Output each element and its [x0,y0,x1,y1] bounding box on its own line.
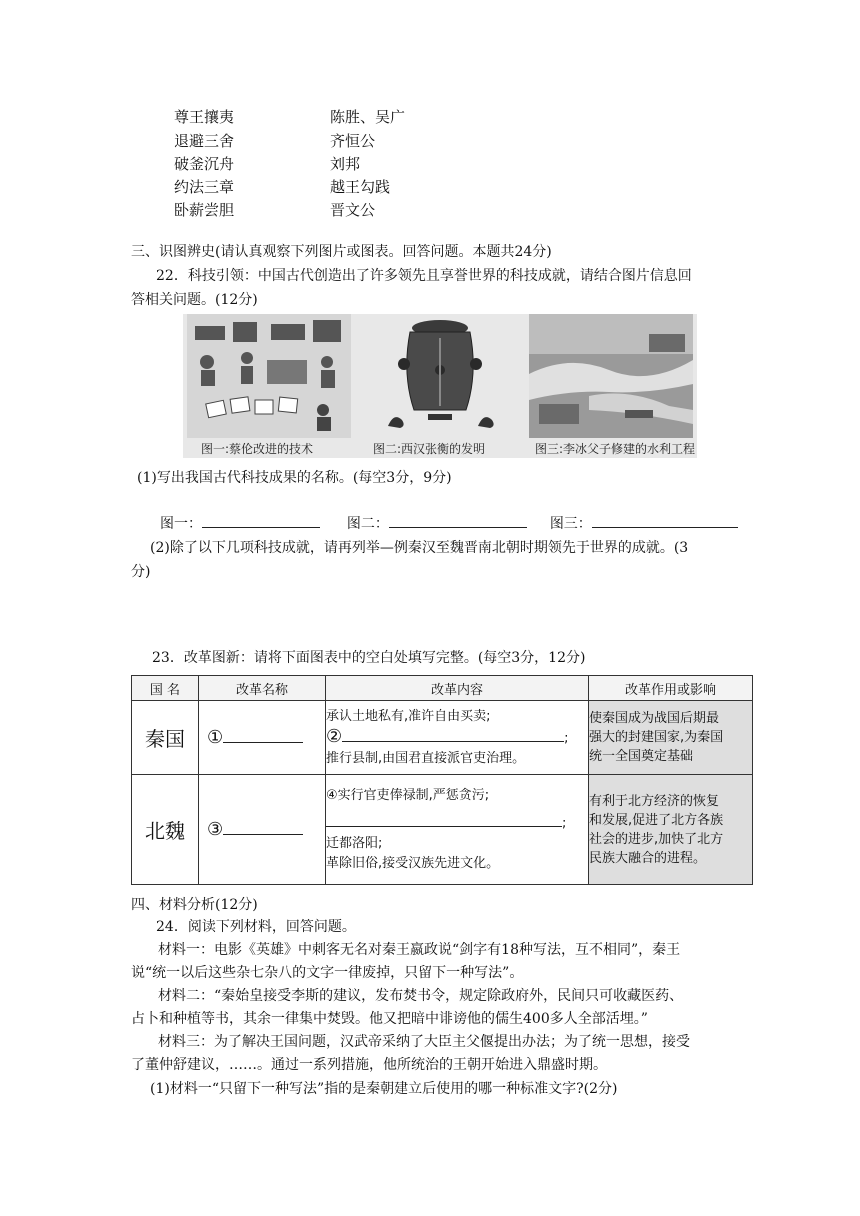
beiwei-effect-line-1: 有利于北方经济的恢复 [589,793,720,809]
match-right-3: 刘邦 [330,155,361,173]
state-qin: 秦国 [132,701,199,775]
beiwei-effect-line-4: 民族大融合的进程。 [589,850,707,866]
answer-blank-3[interactable] [592,513,738,528]
reform-content-qin: 承认土地私有,准许自由买卖; ② ; 推行县制,由国君直接派官吏治理。 [326,701,589,775]
reform-table [131,675,753,885]
reform-content-blank-4[interactable] [326,812,562,827]
reform-name-blank-3[interactable] [223,820,303,835]
reform-content-blank-2[interactable] [342,727,564,742]
blank-mark-3: ③ [207,819,224,840]
header-reform-name: 改革名称 [199,676,326,701]
match-left-1: 尊王攘夷 [174,108,235,126]
material2-line2: 占卜和种植等书，其余一律集中焚毁。他又把暗中诽谤他的儒生400多人全部活埋。” [131,1011,648,1027]
section3-title: 三、识图辨史(请认真观察下列图片或图表。回答问题。本题共24分) [131,244,552,260]
material1-line1: 材料一：电影《英雄》中刺客无名对秦王嬴政说“剑字有18种写法，互不相同”，秦王 [158,942,681,958]
blank-label-1: 图一： [160,516,202,532]
match-left-5: 卧薪尝胆 [174,201,235,219]
reform-content-beiwei [326,775,589,885]
material2-line1: 材料二：“秦始皇接受李斯的建议，发布焚书令，规定除政府外，民间只可收藏医药、 [158,988,684,1004]
beiwei-content-semicolon: ; [562,815,567,831]
answer-blank-1[interactable] [202,513,320,528]
header-reform-effect: 改革作用或影响 [589,676,753,701]
qin-effect-line-2: 强大的封建国家,为秦国 [589,730,724,745]
blank-label-3: 图三： [549,516,592,532]
qin-content-line-1: 承认土地私有,准许自由买卖; [326,708,491,724]
qin-effect-line-3: 统一全国奠定基础 [589,749,694,764]
match-left-3: 破釜沉舟 [174,155,235,173]
match-right-4: 越王勾践 [330,178,391,196]
blank-mark-2: ② [326,725,343,747]
q22-part1: (1)写出我国古代科技成果的名称。(每空3分，9分) [137,470,452,486]
material1-line2: 说“统一以后这些杂七杂八的文字一律废掉，只留下一种写法”。 [131,965,524,981]
q24-part1: (1)材料一“只留下一种写法”指的是秦朝建立后使用的哪一种标准文字?(2分) [150,1081,618,1097]
table-row-qin [132,701,753,775]
figure-3-dujiangyan [529,314,693,438]
q22-part2-line2: 分) [131,564,151,580]
answer-blank-2[interactable] [389,513,527,528]
reform-name-blank-1[interactable] [223,728,303,743]
reform-name-cell-3 [199,775,326,885]
section4-title: 四、材料分析(12分) [131,897,258,913]
match-right-5: 晋文公 [330,201,376,219]
q24-text: 24．阅读下列材料，回答问题。 [156,919,356,935]
qin-content-line-3: 推行县制,由国君直接派官吏治理。 [326,750,526,766]
beiwei-effect-line-3: 社会的进步,加快了北方 [589,831,724,847]
q22-text-line1: 22．科技引领：中国古代创造出了许多领先且享誉世界的科技成就，请结合图片信息回 [156,268,692,284]
reform-name-cell-1 [199,701,326,775]
beiwei-content-line-1: ④实行官吏俸禄制,严惩贪污; [326,787,490,803]
figure-3-caption: 图三:李冰父子修建的水利工程 [535,442,696,456]
figure-2-caption: 图二:西汉张衡的发明 [373,442,486,456]
match-right-2: 齐恒公 [330,132,376,150]
match-left-4: 约法三章 [174,178,235,196]
header-state: 国 名 [132,676,199,701]
beiwei-content-line-3: 迁都洛阳; [326,835,383,851]
qin-effect-line-1: 使秦国成为战国后期最 [589,711,720,726]
beiwei-effect-line-2: 和发展,促进了北方各族 [589,812,724,828]
header-reform-content: 改革内容 [326,676,589,701]
material3-line2: 了董仲舒建议，……。通过一系列措施，他所统治的王朝开始进入鼎盛时期。 [131,1057,607,1073]
q22-text-line2: 答相关问题。(12分) [131,292,258,308]
blank-label-2: 图二： [346,516,389,532]
reform-effect-qin [589,701,753,775]
reform-effect-beiwei [589,775,753,885]
figure-1-caption: 图一:蔡伦改进的技术 [201,442,314,456]
figure-1-papermaking [187,314,351,438]
beiwei-content-line-4: 革除旧俗,接受汉族先进文化。 [326,855,500,871]
blank-row [160,513,738,535]
q22-part2-line1: (2)除了以下几项科技成就，请再列举—例秦汉至魏晋南北朝时期领先于世界的成就。(3 [150,540,689,556]
table-row-beiwei [132,775,753,885]
figure-2-seismograph [358,314,522,438]
material3-line1: 材料三：为了解决王国问题，汉武帝采纳了大臣主父偃提出办法；为了统一思想，接受 [158,1034,690,1050]
figure-strip [183,314,697,458]
match-left-2: 退避三舍 [174,132,235,150]
q23-text: 23．改革图新：请将下面图表中的空白处填写完整。(每空3分，12分) [152,650,586,666]
state-beiwei: 北魏 [132,775,199,885]
match-right-1: 陈胜、吴广 [330,108,406,126]
blank-mark-1: ① [207,727,224,748]
